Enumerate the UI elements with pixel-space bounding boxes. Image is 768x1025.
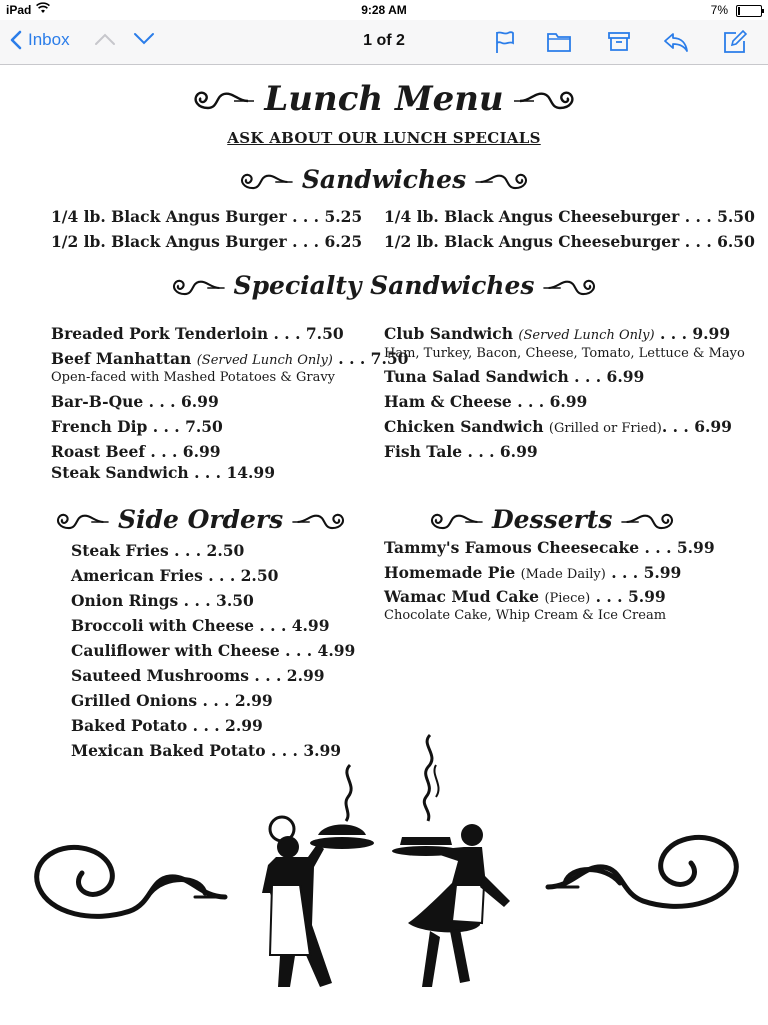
archive-icon <box>606 29 632 55</box>
compose-button[interactable] <box>722 29 748 55</box>
battery-icon <box>736 5 762 17</box>
lunch-specials-note: ASK ABOUT OUR LUNCH SPECIALS <box>227 129 541 147</box>
waitress-silhouette <box>392 735 510 987</box>
clock: 9:28 AM <box>361 3 407 17</box>
menu-item: Tuna Salad Sandwich . . . 6.99 <box>384 367 645 386</box>
menu-item-pie <box>384 563 681 582</box>
folder-icon <box>546 29 572 55</box>
flourish-left-icon <box>50 509 110 535</box>
menu-item: Steak Sandwich . . . 14.99 <box>51 463 275 482</box>
chef-waitress-illustration <box>0 725 768 1025</box>
menu-item-mudcake <box>384 587 666 606</box>
menu-item: 1/2 lb. Black Angus Burger . . . 6.25 <box>51 232 363 251</box>
flourish-left-icon <box>234 169 294 195</box>
flourish-large-right-icon <box>548 837 736 906</box>
mail-toolbar <box>0 20 768 65</box>
item-description: Open-faced with Mashed Potatoes & Gravy <box>51 370 336 385</box>
item-note: (Piece) <box>544 591 591 606</box>
device-label: iPad <box>6 3 32 17</box>
battery-level <box>738 7 740 15</box>
specialty-heading-row <box>0 271 768 301</box>
menu-item: American Fries . . . 2.50 <box>71 566 279 585</box>
reply-button[interactable] <box>662 29 688 55</box>
item-note: (Grilled or Fried) <box>548 421 662 436</box>
menu-item: Tammy's Famous Cheesecake . . . 5.99 <box>384 538 715 557</box>
item-note: (Served Lunch Only) <box>196 353 333 368</box>
menu-item: Grilled Onions . . . 2.99 <box>71 691 273 710</box>
flag-icon <box>492 29 518 55</box>
menu-attachment <box>0 65 768 1024</box>
flourish-right-icon <box>542 275 602 301</box>
menu-item: 1/4 lb. Black Angus Burger . . . 5.25 <box>51 207 363 226</box>
flourish-left-icon <box>188 86 254 116</box>
flourish-left-icon <box>166 275 226 301</box>
flourish-right-icon <box>474 169 534 195</box>
item-name: Chicken Sandwich <box>384 417 544 436</box>
back-label: Inbox <box>28 30 70 49</box>
item-price: . . . 5.99 <box>595 587 666 606</box>
item-price: . . . 9.99 <box>659 324 731 343</box>
sandwiches-heading: Sandwiches <box>301 165 467 194</box>
reply-icon <box>662 29 690 55</box>
desserts-heading: Desserts <box>491 505 613 534</box>
battery-percent: 7% <box>710 3 728 17</box>
archive-button[interactable] <box>606 29 632 55</box>
flourish-left-icon <box>424 509 484 535</box>
side-orders-heading: Side Orders <box>117 505 284 534</box>
menu-item: Roast Beef . . . 6.99 <box>51 442 221 461</box>
menu-item: Bar-B-Que . . . 6.99 <box>51 392 219 411</box>
sandwiches-heading-row <box>0 165 768 195</box>
flourish-right-icon <box>291 509 351 535</box>
compose-icon <box>722 29 748 55</box>
menu-item: Cauliflower with Cheese . . . 4.99 <box>71 641 356 660</box>
menu-item: Mexican Baked Potato . . . 3.99 <box>71 741 342 760</box>
side-orders-heading-row <box>50 505 351 535</box>
desserts-heading-row <box>424 505 680 535</box>
menu-title: Lunch Menu <box>264 79 504 119</box>
item-name: Homemade Pie <box>384 563 516 582</box>
menu-item: Ham & Cheese . . . 6.99 <box>384 392 588 411</box>
move-to-folder-button[interactable] <box>546 29 572 55</box>
flourish-right-icon <box>620 509 680 535</box>
item-price: . . . 6.99 <box>661 417 732 436</box>
menu-item-club <box>384 324 730 343</box>
item-price: . . . 7.50 <box>338 349 409 368</box>
menu-item: Baked Potato . . . 2.99 <box>71 716 263 735</box>
item-description: Ham, Turkey, Bacon, Cheese, Tomato, Lettuce & Mayo <box>384 346 745 361</box>
menu-item: Fish Tale . . . 6.99 <box>384 442 538 461</box>
menu-item: Onion Rings . . . 3.50 <box>71 591 254 610</box>
flag-button[interactable] <box>492 29 518 55</box>
menu-item: Steak Fries . . . 2.50 <box>71 541 245 560</box>
message-count: 1 of 2 <box>363 32 405 49</box>
specialty-heading: Specialty Sandwiches <box>233 271 535 300</box>
status-bar <box>0 0 768 20</box>
menu-item: Breaded Pork Tenderloin . . . 7.50 <box>51 324 344 343</box>
flourish-right-icon <box>514 86 580 116</box>
menu-item-beef-manhattan <box>51 349 408 368</box>
item-name: Beef Manhattan <box>51 349 192 368</box>
item-name: Wamac Mud Cake <box>384 587 540 606</box>
flourish-large-left-icon <box>37 847 225 916</box>
menu-item: French Dip . . . 7.50 <box>51 417 223 436</box>
item-price: . . . 5.99 <box>611 563 682 582</box>
menu-item-chicken <box>384 417 732 436</box>
item-note: (Made Daily) <box>520 567 606 582</box>
menu-item: Sauteed Mushrooms . . . 2.99 <box>71 666 325 685</box>
menu-item: 1/4 lb. Black Angus Cheeseburger . . . 5.50 <box>384 207 755 226</box>
menu-item: 1/2 lb. Black Angus Cheeseburger . . . 6.50 <box>384 232 755 251</box>
item-description: Chocolate Cake, Whip Cream & Ice Cream <box>384 608 667 623</box>
item-name: Club Sandwich <box>384 324 514 343</box>
item-note: (Served Lunch Only) <box>518 328 655 343</box>
menu-title-row <box>0 79 768 119</box>
menu-item: Broccoli with Cheese . . . 4.99 <box>71 616 330 635</box>
chef-silhouette <box>262 765 374 987</box>
